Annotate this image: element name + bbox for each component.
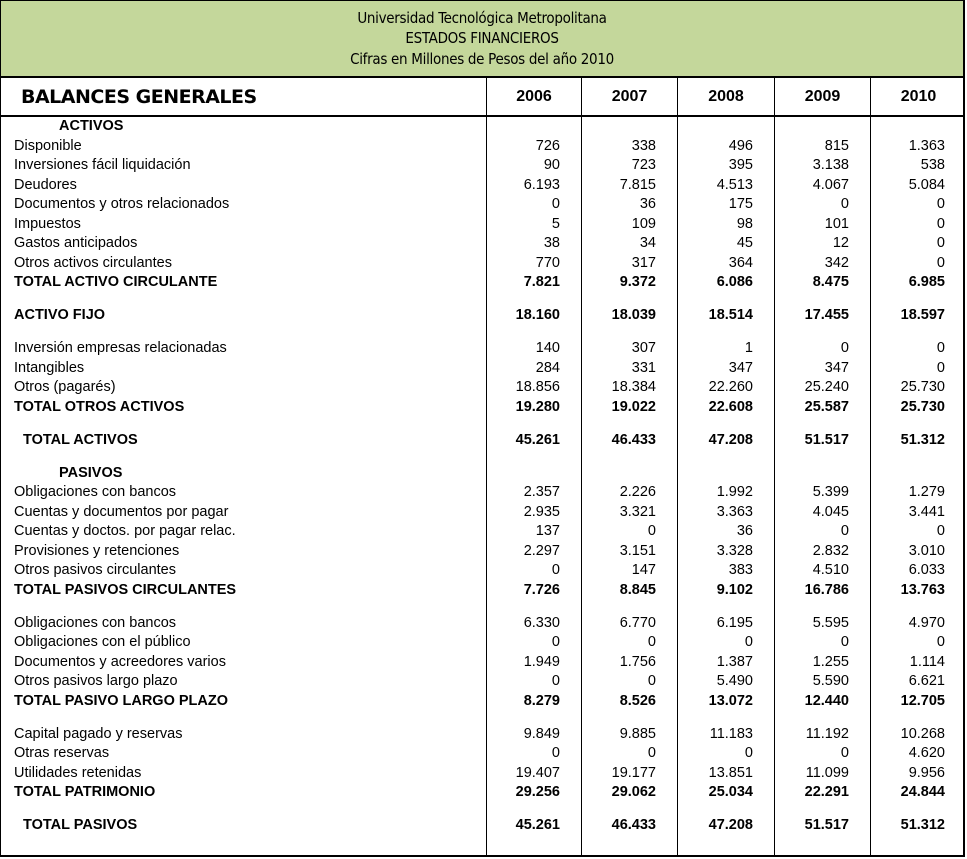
value-cell-2007: 46.433: [611, 817, 656, 833]
value-cell-2010: 1.114: [909, 653, 945, 670]
value-cell-2006: 7.821: [523, 274, 560, 290]
row-label: TOTAL ACTIVO CIRCULANTE: [14, 274, 218, 290]
value-cell-2007: 0: [647, 523, 656, 539]
value-cell-2007: 18.039: [611, 307, 656, 323]
table-row: [1, 254, 963, 274]
row-label: Otros activos circulantes: [14, 254, 172, 271]
table-row: [1, 483, 963, 503]
value-cell-2009: 5.590: [812, 673, 849, 689]
report-subtitle: Cifras en Millones de Pesos del año 2010: [350, 49, 614, 68]
table-heading: BALANCES GENERALES: [21, 85, 257, 108]
value-cell-2009: 815: [824, 137, 849, 154]
value-cell-2010: 3.441: [908, 503, 945, 520]
row-label: Obligaciones con bancos: [14, 614, 177, 631]
value-cell-2008: 36: [736, 523, 753, 539]
row-label: Capital pagado y reservas: [14, 725, 183, 742]
value-cell-2006: 2.935: [523, 503, 560, 520]
value-cell-2009: 347: [824, 359, 849, 376]
value-cell-2009: 5.399: [812, 484, 849, 500]
row-label: Intangibles: [14, 359, 85, 376]
value-cell-2010: 18.597: [900, 307, 945, 323]
value-cell-2007: 109: [631, 215, 656, 232]
value-cell-2007: 46.433: [611, 431, 656, 448]
value-cell-2006: 18.856: [515, 379, 560, 395]
value-cell-2007: 9.372: [619, 274, 656, 290]
value-cell-2009: 11.099: [805, 764, 849, 781]
value-cell-2010: 25.730: [900, 379, 945, 395]
value-cell-2008: 45: [736, 235, 753, 251]
value-cell-2010: 13.763: [900, 581, 945, 598]
table-row: [1, 672, 963, 692]
row-label: TOTAL PASIVOS CIRCULANTES: [14, 581, 237, 598]
value-cell-2010: 0: [936, 215, 945, 232]
value-cell-2009: 25.587: [804, 398, 849, 415]
total-row: [1, 273, 963, 293]
value-cell-2008: 18.514: [708, 307, 753, 323]
table-row: [1, 542, 963, 562]
value-cell-2010: 6.985: [908, 274, 945, 290]
value-cell-2006: 137: [535, 523, 560, 539]
table-row: [1, 176, 963, 196]
value-cell-2008: 98: [736, 215, 753, 232]
value-cell-2010: 0: [936, 523, 945, 539]
value-cell-2009: 0: [840, 745, 849, 761]
value-cell-2008: 1: [744, 340, 753, 356]
row-label: ACTIVOS: [59, 118, 124, 134]
value-cell-2008: 3.328: [716, 542, 753, 559]
value-cell-2007: 19.022: [611, 398, 656, 415]
value-cell-2009: 16.786: [804, 581, 849, 598]
value-cell-2009: 4.045: [812, 503, 849, 520]
value-cell-2009: 51.517: [804, 431, 849, 448]
table-row: [1, 725, 963, 745]
report-title: ESTADOS FINANCIEROS: [405, 29, 559, 48]
value-cell-2010: 25.730: [900, 398, 945, 415]
value-cell-2010: 24.844: [900, 784, 945, 800]
value-cell-2008: 6.086: [716, 274, 753, 290]
row-label: PASIVOS: [59, 464, 123, 481]
value-cell-2006: 45.261: [515, 431, 560, 448]
table-row: [1, 633, 963, 653]
value-cell-2006: 0: [551, 196, 560, 212]
row-label: TOTAL OTROS ACTIVOS: [14, 398, 185, 415]
row-label: Deudores: [14, 176, 77, 193]
year-header-2007: 2007: [611, 87, 648, 105]
value-cell-2008: 0: [744, 745, 753, 761]
value-cell-2006: 8.279: [523, 692, 560, 709]
value-cell-2006: 19.407: [515, 764, 560, 781]
value-cell-2010: 0: [936, 359, 945, 376]
value-cell-2007: 29.062: [611, 784, 656, 800]
value-cell-2006: 45.261: [515, 817, 560, 833]
row-label: Utilidades retenidas: [14, 764, 142, 781]
row-label: Otros pasivos largo plazo: [14, 673, 178, 689]
value-cell-2010: 1.279: [908, 484, 945, 500]
value-cell-2008: 3.363: [716, 503, 753, 520]
title-banner: [1, 1, 963, 78]
value-cell-2010: 51.312: [900, 431, 945, 448]
value-cell-2010: 6.033: [908, 562, 945, 578]
table-row: [1, 522, 963, 542]
value-cell-2008: 25.034: [708, 784, 753, 800]
value-cell-2006: 38: [543, 235, 560, 251]
value-cell-2009: 17.455: [804, 307, 849, 323]
row-label: Otras reservas: [14, 745, 110, 761]
value-cell-2007: 338: [631, 137, 656, 154]
value-cell-2009: 0: [840, 196, 849, 212]
row-label: ACTIVO FIJO: [14, 307, 106, 323]
value-cell-2008: 22.608: [708, 398, 753, 415]
value-cell-2006: 0: [551, 745, 560, 761]
spacer-row: [1, 450, 963, 464]
row-label: Gastos anticipados: [14, 235, 138, 251]
value-cell-2007: 36: [639, 196, 656, 212]
value-cell-2009: 4.067: [812, 176, 849, 193]
value-cell-2008: 22.260: [708, 379, 753, 395]
row-label: Cuentas y documentos por pagar: [14, 503, 229, 520]
table-row: [1, 359, 963, 379]
value-cell-2009: 0: [840, 523, 849, 539]
value-cell-2007: 19.177: [611, 764, 656, 781]
value-cell-2010: 51.312: [900, 817, 945, 833]
row-label: Inversión empresas relacionadas: [14, 340, 227, 356]
year-header-2009: 2009: [804, 87, 841, 105]
value-cell-2008: 383: [728, 562, 753, 578]
section-header-row: [1, 117, 963, 137]
value-cell-2010: 0: [936, 634, 945, 650]
value-cell-2010: 0: [936, 196, 945, 212]
value-cell-2007: 34: [639, 235, 656, 251]
value-cell-2006: 7.726: [523, 581, 560, 598]
value-cell-2006: 6.330: [523, 614, 560, 631]
value-cell-2006: 6.193: [523, 176, 560, 193]
value-cell-2010: 12.705: [900, 692, 945, 709]
value-cell-2009: 11.192: [805, 725, 849, 742]
column-header-row: [1, 78, 963, 117]
row-label: Otros pasivos circulantes: [14, 562, 176, 578]
total-row: [1, 398, 963, 418]
value-cell-2009: 8.475: [812, 274, 849, 290]
value-cell-2009: 51.517: [804, 817, 849, 833]
row-label: Obligaciones con bancos: [14, 484, 177, 500]
value-cell-2009: 342: [824, 254, 849, 271]
value-cell-2008: 1.992: [716, 484, 753, 500]
table-row: [1, 653, 963, 673]
spacer-row: [1, 326, 963, 340]
value-cell-2008: 395: [728, 157, 753, 173]
value-cell-2006: 2.357: [523, 484, 560, 500]
value-cell-2008: 496: [728, 137, 753, 154]
row-label: TOTAL PATRIMONIO: [14, 784, 156, 800]
row-label: TOTAL PASIVOS: [23, 817, 138, 833]
value-cell-2009: 0: [840, 340, 849, 356]
value-cell-2006: 140: [535, 340, 560, 356]
value-cell-2010: 1.363: [908, 137, 945, 154]
value-cell-2007: 9.885: [619, 725, 656, 742]
value-cell-2007: 147: [631, 562, 656, 578]
value-cell-2008: 0: [744, 634, 753, 650]
value-cell-2010: 3.010: [908, 542, 945, 559]
total-row: [1, 431, 963, 451]
value-cell-2010: 9.956: [908, 764, 945, 781]
table-row: [1, 744, 963, 764]
value-cell-2009: 1.255: [812, 653, 849, 670]
value-cell-2006: 18.160: [515, 307, 560, 323]
value-cell-2007: 317: [631, 254, 656, 271]
value-cell-2006: 90: [543, 157, 560, 173]
table-row: [1, 561, 963, 581]
value-cell-2007: 6.770: [619, 614, 656, 631]
table-row: [1, 137, 963, 157]
value-cell-2008: 13.851: [708, 764, 753, 781]
row-label: TOTAL ACTIVOS: [23, 431, 138, 448]
value-cell-2009: 12: [832, 235, 849, 251]
value-cell-2010: 10.268: [900, 725, 945, 742]
table-row: [1, 156, 963, 176]
value-cell-2006: 9.849: [523, 725, 560, 742]
value-cell-2006: 2.297: [523, 542, 560, 559]
value-cell-2009: 4.510: [812, 562, 849, 578]
table-row: [1, 215, 963, 235]
table-body: [1, 117, 963, 836]
value-cell-2007: 723: [631, 157, 656, 173]
value-cell-2006: 0: [551, 673, 560, 689]
value-cell-2007: 3.321: [619, 503, 656, 520]
value-cell-2008: 47.208: [708, 431, 753, 448]
value-cell-2009: 3.138: [812, 157, 849, 173]
value-cell-2010: 0: [936, 235, 945, 251]
value-cell-2010: 538: [920, 157, 945, 173]
table-row: [1, 378, 963, 398]
value-cell-2009: 25.240: [804, 379, 849, 395]
spacer-row: [1, 803, 963, 817]
row-label: Impuestos: [14, 215, 81, 232]
value-cell-2009: 2.832: [812, 542, 849, 559]
year-header-2010: 2010: [900, 87, 937, 105]
section-header-row: [1, 464, 963, 484]
value-cell-2007: 2.226: [619, 484, 656, 500]
value-cell-2008: 347: [728, 359, 753, 376]
total-row: [1, 692, 963, 712]
row-label: Obligaciones con el público: [14, 634, 191, 650]
total-row: [1, 816, 963, 836]
value-cell-2008: 4.513: [716, 176, 753, 193]
value-cell-2008: 47.208: [708, 817, 753, 833]
table-row: [1, 339, 963, 359]
value-cell-2006: 770: [535, 254, 560, 271]
table-row: [1, 234, 963, 254]
row-label: Otros (pagarés): [14, 379, 116, 395]
table-row: [1, 503, 963, 523]
value-cell-2010: 4.970: [908, 614, 945, 631]
table-row: [1, 614, 963, 634]
value-cell-2008: 13.072: [708, 692, 753, 709]
value-cell-2006: 726: [535, 137, 560, 154]
spacer-row: [1, 293, 963, 307]
spacer-row: [1, 711, 963, 725]
table-row: [1, 195, 963, 215]
value-cell-2007: 331: [631, 359, 656, 376]
value-cell-2007: 0: [647, 634, 656, 650]
value-cell-2006: 5: [551, 215, 560, 232]
value-cell-2007: 3.151: [619, 542, 656, 559]
value-cell-2007: 8.526: [619, 692, 656, 709]
spacer-row: [1, 600, 963, 614]
value-cell-2010: 0: [936, 340, 945, 356]
row-label: Documentos y acreedores varios: [14, 653, 226, 670]
value-cell-2009: 12.440: [804, 692, 849, 709]
row-label: Documentos y otros relacionados: [14, 196, 230, 212]
row-label: Inversiones fácil liquidación: [14, 157, 191, 173]
row-label: Cuentas y doctos. por pagar relac.: [14, 523, 236, 539]
value-cell-2006: 284: [535, 359, 560, 376]
value-cell-2006: 0: [551, 562, 560, 578]
row-label: TOTAL PASIVO LARGO PLAZO: [14, 692, 229, 709]
value-cell-2010: 6.621: [908, 673, 945, 689]
value-cell-2007: 7.815: [619, 176, 656, 193]
value-cell-2010: 0: [936, 254, 945, 271]
value-cell-2008: 11.183: [709, 725, 753, 742]
total-row: [1, 306, 963, 326]
table-row: [1, 764, 963, 784]
year-header-2008: 2008: [708, 87, 744, 105]
value-cell-2008: 5.490: [716, 673, 753, 689]
value-cell-2008: 9.102: [716, 581, 753, 598]
value-cell-2006: 1.949: [523, 653, 560, 670]
value-cell-2007: 1.756: [619, 653, 656, 670]
spacer-row: [1, 417, 963, 431]
value-cell-2010: 4.620: [908, 745, 945, 761]
value-cell-2006: 19.280: [515, 398, 560, 415]
value-cell-2009: 5.595: [812, 614, 849, 631]
value-cell-2006: 29.256: [515, 784, 560, 800]
total-row: [1, 783, 963, 803]
value-cell-2009: 22.291: [804, 784, 849, 800]
value-cell-2007: 18.384: [611, 379, 656, 395]
value-cell-2008: 1.387: [716, 653, 753, 670]
value-cell-2008: 364: [728, 254, 753, 271]
year-header-2006: 2006: [516, 87, 552, 105]
value-cell-2007: 0: [647, 745, 656, 761]
row-label: Disponible: [14, 137, 82, 154]
institution-name: Universidad Tecnológica Metropolitana: [357, 8, 607, 27]
value-cell-2008: 175: [728, 196, 753, 212]
value-cell-2008: 6.195: [716, 614, 753, 631]
value-cell-2007: 8.845: [619, 581, 656, 598]
value-cell-2009: 0: [840, 634, 849, 650]
value-cell-2010: 5.084: [908, 176, 945, 193]
value-cell-2009: 101: [824, 215, 849, 232]
value-cell-2007: 307: [631, 340, 656, 356]
value-cell-2007: 0: [647, 673, 656, 689]
value-cell-2006: 0: [551, 634, 560, 650]
total-row: [1, 581, 963, 601]
row-label: Provisiones y retenciones: [14, 542, 180, 559]
